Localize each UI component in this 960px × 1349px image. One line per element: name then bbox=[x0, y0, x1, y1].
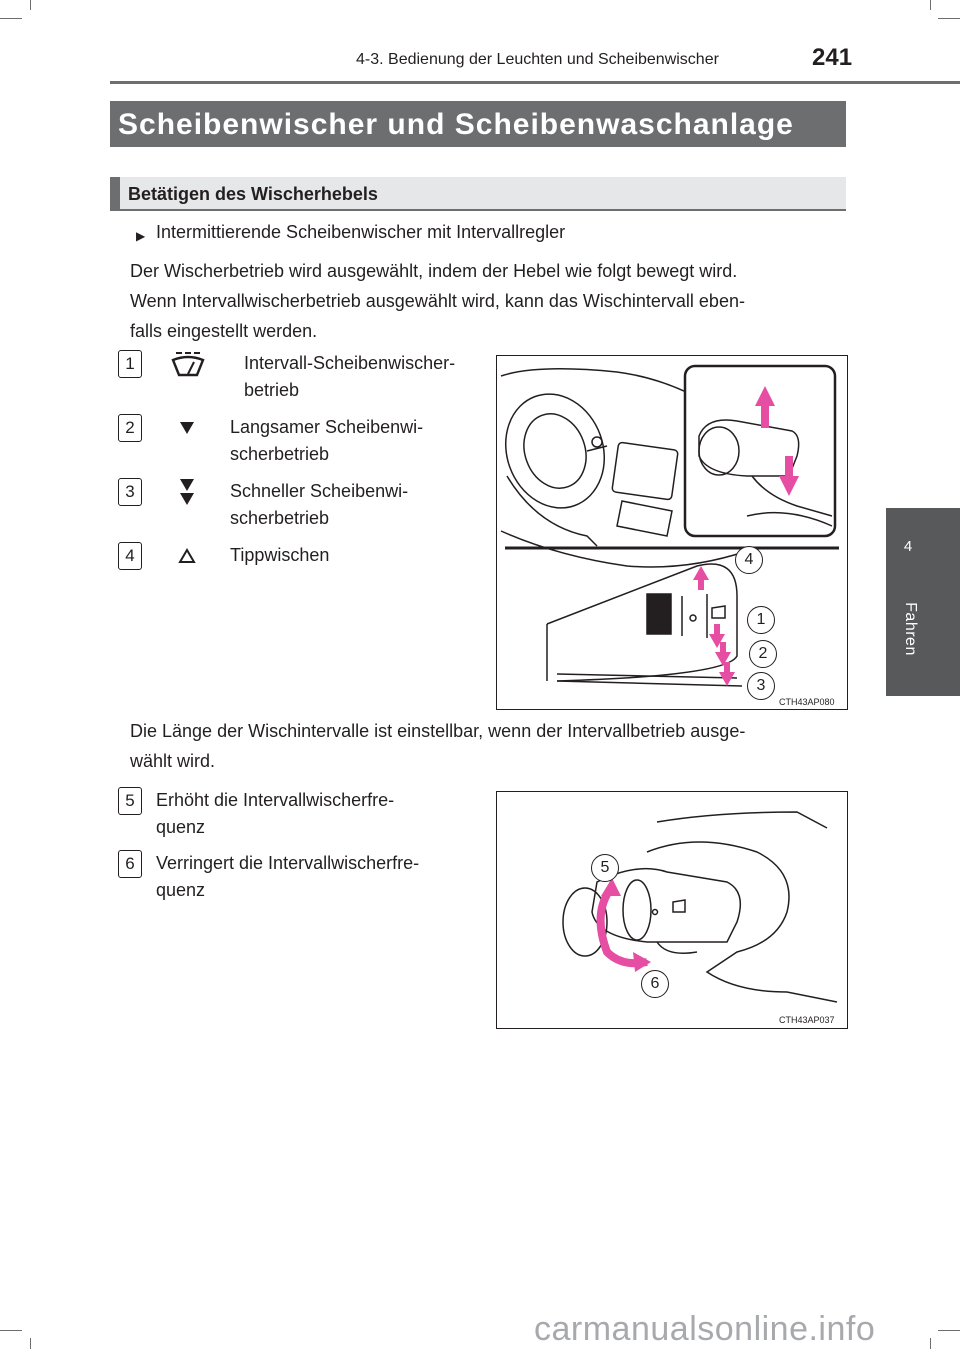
item-description bbox=[230, 478, 476, 532]
chapter-label: Fahren bbox=[902, 602, 919, 656]
item-number: 4 bbox=[118, 542, 142, 570]
item-description bbox=[230, 414, 476, 468]
crop-mark bbox=[938, 18, 960, 19]
callout-6: 6 bbox=[641, 970, 669, 998]
crop-mark bbox=[30, 1338, 31, 1349]
callout-2: 2 bbox=[749, 640, 777, 668]
crop-mark bbox=[930, 1338, 931, 1349]
item-description bbox=[156, 850, 476, 904]
intermittent-wiper-icon bbox=[168, 350, 208, 385]
wiper-lever-illustration bbox=[497, 356, 847, 709]
crop-mark bbox=[930, 0, 931, 10]
paragraph-line: Der Wischerbetrieb wird ausgewählt, indem der Hebel wie folgt bewegt wird. bbox=[130, 261, 738, 281]
item-line: Erhöht die Intervallwischerfre- bbox=[156, 790, 395, 810]
single-triangle-down-icon bbox=[178, 420, 196, 441]
crop-mark bbox=[30, 0, 31, 10]
paragraph-line: wählt wird. bbox=[130, 751, 216, 771]
item-line: Tippwischen bbox=[230, 545, 330, 565]
watermark: carmanualsonline.info bbox=[534, 1310, 876, 1348]
crop-mark bbox=[0, 1330, 22, 1331]
callout-3: 3 bbox=[747, 672, 775, 700]
item-line: Schneller Scheibenwi- bbox=[230, 481, 409, 501]
item-line: scherbetrieb bbox=[230, 508, 330, 528]
bullet-text: Intermittierende Scheibenwischer mit Intervallregler bbox=[156, 222, 566, 242]
subheading-rule bbox=[110, 209, 846, 211]
figure-code: CTH43AP037 bbox=[779, 1015, 835, 1025]
item-line: quenz bbox=[156, 817, 206, 837]
page-title: Scheibenwischer und Scheibenwaschanlage bbox=[118, 108, 794, 141]
interval-knob-figure bbox=[496, 791, 848, 1029]
mist-triangle-up-icon bbox=[178, 548, 196, 569]
item-number: 2 bbox=[118, 414, 142, 442]
paragraph-line: Die Länge der Wischintervalle ist einstellbar, wenn der Intervallbetrieb ausge- bbox=[130, 721, 746, 741]
item-number: 1 bbox=[118, 350, 142, 378]
item-line: scherbetrieb bbox=[230, 444, 330, 464]
item-line: Langsamer Scheibenwi- bbox=[230, 417, 424, 437]
callout-4: 4 bbox=[735, 546, 763, 574]
interval-paragraph bbox=[130, 716, 842, 776]
crop-mark bbox=[0, 18, 22, 19]
figure-code: CTH43AP080 bbox=[779, 697, 835, 707]
header-rule bbox=[110, 81, 960, 84]
item-number: 6 bbox=[118, 850, 142, 878]
page-number: 241 bbox=[812, 44, 853, 71]
wiper-lever-figure bbox=[496, 355, 848, 710]
item-line: betrieb bbox=[244, 380, 300, 400]
subheading: Betätigen des Wischerhebels bbox=[128, 184, 378, 204]
paragraph-line: Wenn Intervallwischerbetrieb ausgewählt wird, kann das Wischintervall eben- bbox=[130, 291, 745, 311]
section-reference: 4-3. Bedienung der Leuchten und Scheibenwischer bbox=[356, 51, 719, 68]
paragraph-line: falls eingestellt werden. bbox=[130, 321, 318, 341]
bullet-arrow-icon: ▶ bbox=[136, 229, 146, 243]
item-description bbox=[156, 787, 476, 841]
interval-knob-illustration bbox=[497, 792, 847, 1028]
callout-5: 5 bbox=[591, 854, 619, 882]
item-number: 5 bbox=[118, 787, 142, 815]
crop-mark bbox=[938, 1330, 960, 1331]
callout-1: 1 bbox=[747, 606, 775, 634]
item-description bbox=[244, 350, 476, 404]
chapter-number: 4 bbox=[903, 538, 913, 555]
item-line: quenz bbox=[156, 880, 206, 900]
item-line: Verringert die Intervallwischerfre- bbox=[156, 853, 420, 873]
item-number: 3 bbox=[118, 478, 142, 506]
chapter-tab bbox=[886, 508, 960, 696]
subheading-accent bbox=[110, 177, 120, 209]
item-description bbox=[230, 542, 476, 569]
item-line: Intervall-Scheibenwischer- bbox=[244, 353, 456, 373]
intro-paragraph bbox=[130, 256, 842, 346]
double-triangle-down-icon bbox=[178, 478, 196, 513]
